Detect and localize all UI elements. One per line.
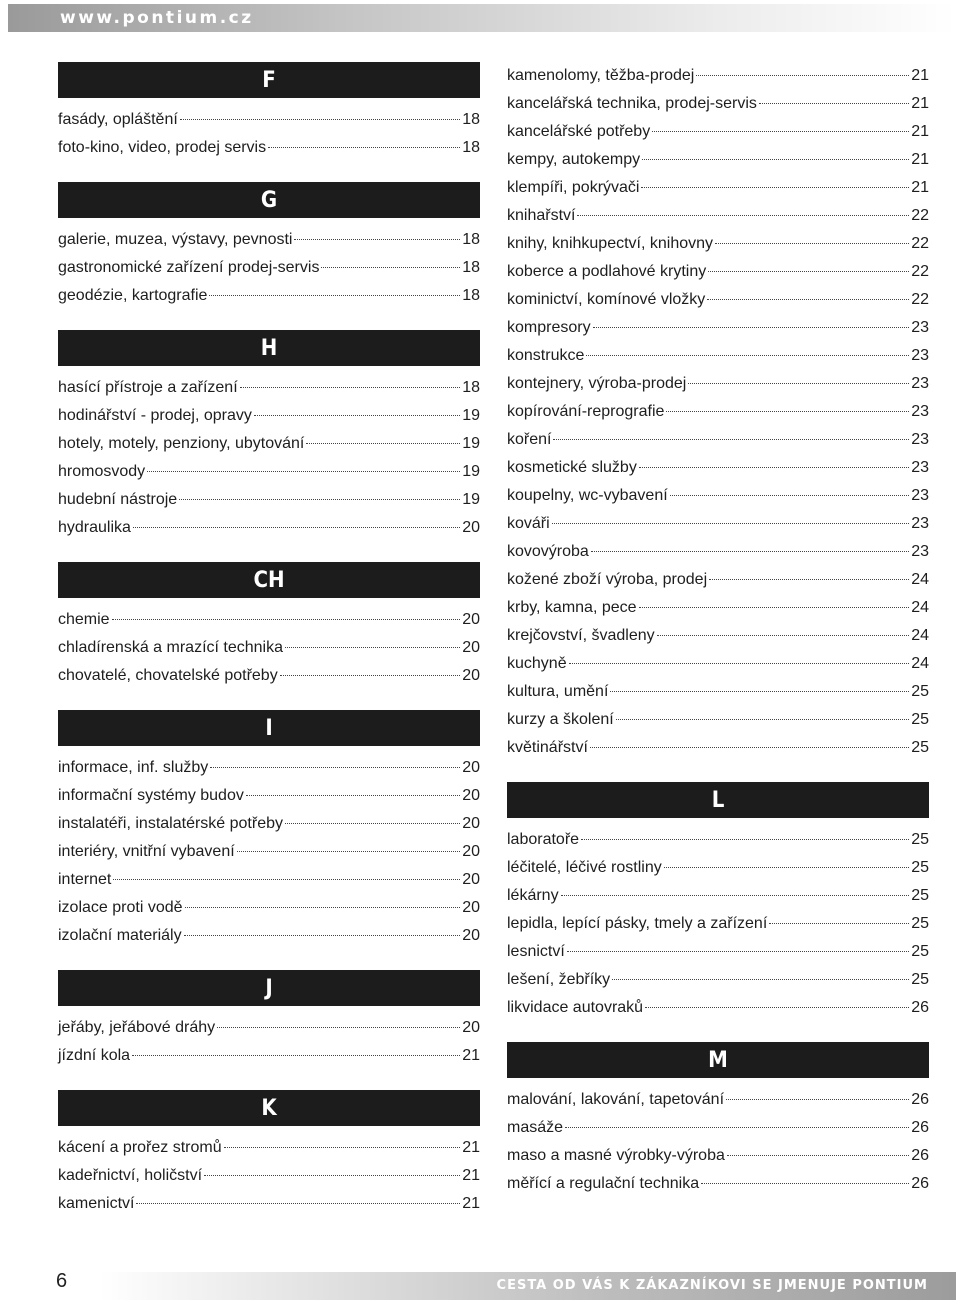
dot-leader bbox=[224, 1147, 461, 1148]
dot-leader bbox=[715, 243, 909, 244]
entry-page: 25 bbox=[911, 683, 929, 700]
entry-name: kožené zboží výroba, prodej bbox=[507, 571, 708, 588]
entry-name: kosmetické služby bbox=[507, 459, 637, 476]
index-column-left bbox=[58, 62, 480, 1218]
entry-page: 19 bbox=[462, 435, 480, 452]
entry-name: hotely, motely, penziony, ubytování bbox=[58, 435, 305, 452]
section-header: I bbox=[58, 710, 480, 746]
entry-page: 18 bbox=[462, 111, 480, 128]
section-gap bbox=[58, 690, 480, 710]
index-entry[interactable] bbox=[507, 938, 929, 966]
index-entry[interactable] bbox=[507, 966, 929, 994]
entry-name: lesnictví bbox=[507, 943, 565, 960]
entry-page: 25 bbox=[911, 859, 929, 876]
dot-leader bbox=[586, 355, 909, 356]
dot-leader bbox=[645, 1007, 909, 1008]
page-number: 6 bbox=[56, 1270, 68, 1292]
entry-page: 20 bbox=[462, 639, 480, 656]
index-entry[interactable] bbox=[507, 482, 929, 510]
index-entry[interactable] bbox=[507, 650, 929, 678]
index-entry[interactable] bbox=[507, 622, 929, 650]
index-entry[interactable] bbox=[58, 402, 480, 430]
dot-leader bbox=[569, 663, 910, 664]
entry-page: 25 bbox=[911, 943, 929, 960]
index-entry[interactable] bbox=[58, 486, 480, 514]
entry-name: kurzy a školení bbox=[507, 711, 614, 728]
index-entry[interactable] bbox=[58, 1162, 480, 1190]
entry-name: instalatéři, instalatérské potřeby bbox=[58, 815, 283, 832]
dot-leader bbox=[285, 647, 460, 648]
dot-leader bbox=[136, 1203, 460, 1204]
index-entry[interactable] bbox=[507, 1170, 929, 1198]
footer-slogan: CESTA OD VÁS K ZÁKAZNÍKOVI SE JMENUJE PONTIUM bbox=[496, 1278, 928, 1293]
entry-page: 21 bbox=[462, 1139, 480, 1156]
entry-name: galerie, muzea, výstavy, pevnosti bbox=[58, 231, 293, 248]
index-entry[interactable] bbox=[507, 62, 929, 90]
entry-page: 18 bbox=[462, 259, 480, 276]
dot-leader bbox=[268, 147, 460, 148]
index-entry[interactable] bbox=[507, 258, 929, 286]
entry-page: 20 bbox=[462, 899, 480, 916]
entry-name: koupelny, wc-vybavení bbox=[507, 487, 668, 504]
entry-page: 18 bbox=[462, 231, 480, 248]
dot-leader bbox=[769, 923, 909, 924]
index-entry[interactable] bbox=[58, 754, 480, 782]
entry-page: 26 bbox=[911, 999, 929, 1016]
index-entry[interactable] bbox=[58, 810, 480, 838]
entry-name: koberce a podlahové krytiny bbox=[507, 263, 707, 280]
entry-page: 18 bbox=[462, 287, 480, 304]
entry-page: 21 bbox=[462, 1047, 480, 1064]
entry-page: 21 bbox=[911, 67, 929, 84]
dot-leader bbox=[246, 795, 460, 796]
dot-leader bbox=[696, 75, 909, 76]
dot-leader bbox=[652, 131, 909, 132]
dot-leader bbox=[670, 495, 910, 496]
section-gap bbox=[58, 162, 480, 182]
index-entry[interactable] bbox=[507, 678, 929, 706]
index-entry[interactable] bbox=[507, 342, 929, 370]
index-entry[interactable] bbox=[58, 374, 480, 402]
index-entry[interactable] bbox=[507, 826, 929, 854]
entry-name: informační systémy budov bbox=[58, 787, 244, 804]
entry-name: jízdní kola bbox=[58, 1047, 131, 1064]
entry-name: masáže bbox=[507, 1119, 564, 1136]
entry-page: 26 bbox=[911, 1119, 929, 1136]
dot-leader bbox=[581, 839, 909, 840]
entry-name: kancelářské potřeby bbox=[507, 123, 651, 140]
entry-page: 22 bbox=[911, 207, 929, 224]
dot-leader bbox=[642, 159, 909, 160]
entry-page: 20 bbox=[462, 667, 480, 684]
entry-page: 24 bbox=[911, 655, 929, 672]
index-entry[interactable] bbox=[507, 1086, 929, 1114]
index-entry[interactable] bbox=[507, 174, 929, 202]
entry-page: 25 bbox=[911, 915, 929, 932]
dot-leader bbox=[639, 467, 909, 468]
section-gap bbox=[58, 542, 480, 562]
index-entry[interactable] bbox=[507, 286, 929, 314]
entry-name: kovovýroba bbox=[507, 543, 589, 560]
entry-page: 23 bbox=[911, 375, 929, 392]
index-entry[interactable] bbox=[58, 838, 480, 866]
entry-name: chemie bbox=[58, 611, 110, 628]
entry-name: léčitelé, léčivé rostliny bbox=[507, 859, 662, 876]
entry-page: 20 bbox=[462, 519, 480, 536]
index-entry[interactable] bbox=[58, 134, 480, 162]
entry-page: 24 bbox=[911, 627, 929, 644]
entry-page: 25 bbox=[911, 971, 929, 988]
dot-leader bbox=[688, 383, 909, 384]
dot-leader bbox=[726, 1099, 909, 1100]
entry-page: 21 bbox=[911, 179, 929, 196]
dot-leader bbox=[610, 691, 909, 692]
dot-leader bbox=[113, 879, 460, 880]
entry-name: kováři bbox=[507, 515, 550, 532]
entry-name: krby, kamna, pece bbox=[507, 599, 637, 616]
index-entry[interactable] bbox=[507, 1142, 929, 1170]
section-header: H bbox=[58, 330, 480, 366]
entry-page: 21 bbox=[462, 1167, 480, 1184]
entry-name: koření bbox=[507, 431, 552, 448]
entry-page: 25 bbox=[911, 831, 929, 848]
entry-page: 23 bbox=[911, 319, 929, 336]
index-entry[interactable] bbox=[58, 1134, 480, 1162]
index-entry[interactable] bbox=[58, 606, 480, 634]
dot-leader bbox=[759, 103, 909, 104]
entry-name: kamenictví bbox=[58, 1195, 135, 1212]
section-gap bbox=[507, 762, 929, 782]
dot-leader bbox=[217, 1027, 460, 1028]
entry-page: 20 bbox=[462, 611, 480, 628]
entry-name: likvidace autovraků bbox=[507, 999, 644, 1016]
entry-page: 20 bbox=[462, 843, 480, 860]
index-entry[interactable] bbox=[58, 894, 480, 922]
entry-name: krejčovství, švadleny bbox=[507, 627, 655, 644]
entry-name: kopírování-reprografie bbox=[507, 403, 665, 420]
index-entry[interactable] bbox=[507, 538, 929, 566]
entry-page: 23 bbox=[911, 403, 929, 420]
entry-page: 25 bbox=[911, 739, 929, 756]
dot-leader bbox=[294, 239, 460, 240]
index-entry[interactable] bbox=[507, 566, 929, 594]
dot-leader bbox=[590, 747, 909, 748]
index-entry[interactable] bbox=[507, 594, 929, 622]
section-header: L bbox=[507, 782, 929, 818]
dot-leader bbox=[567, 951, 909, 952]
dot-leader bbox=[321, 267, 460, 268]
section-gap bbox=[58, 310, 480, 330]
index-entry[interactable] bbox=[58, 866, 480, 894]
entry-name: kempy, autokempy bbox=[507, 151, 641, 168]
index-entry[interactable] bbox=[58, 662, 480, 690]
dot-leader bbox=[133, 527, 460, 528]
dot-leader bbox=[727, 1155, 909, 1156]
entry-page: 22 bbox=[911, 235, 929, 252]
entry-name: hydraulika bbox=[58, 519, 131, 536]
entry-name: hasící přístroje a zařízení bbox=[58, 379, 238, 396]
index-entry[interactable] bbox=[507, 910, 929, 938]
dot-leader bbox=[639, 607, 910, 608]
entry-page: 21 bbox=[462, 1195, 480, 1212]
entry-name: malování, lakování, tapetování bbox=[507, 1091, 725, 1108]
index-entry[interactable] bbox=[507, 994, 929, 1022]
dot-leader bbox=[707, 299, 909, 300]
entry-page: 24 bbox=[911, 571, 929, 588]
entry-page: 26 bbox=[911, 1175, 929, 1192]
dot-leader bbox=[204, 1175, 460, 1176]
section-header: K bbox=[58, 1090, 480, 1126]
entry-page: 20 bbox=[462, 927, 480, 944]
entry-name: interiéry, vnitřní vybavení bbox=[58, 843, 235, 860]
index-entry[interactable] bbox=[507, 90, 929, 118]
entry-name: izolace proti vodě bbox=[58, 899, 183, 916]
entry-name: kultura, umění bbox=[507, 683, 609, 700]
entry-page: 18 bbox=[462, 379, 480, 396]
dot-leader bbox=[132, 1055, 460, 1056]
index-entry[interactable] bbox=[507, 734, 929, 762]
entry-name: lékárny bbox=[507, 887, 559, 904]
dot-leader bbox=[210, 767, 460, 768]
entry-name: geodézie, kartografie bbox=[58, 287, 208, 304]
entry-page: 22 bbox=[911, 263, 929, 280]
dot-leader bbox=[184, 935, 461, 936]
dot-leader bbox=[561, 895, 910, 896]
section-header: J bbox=[58, 970, 480, 1006]
entry-page: 23 bbox=[911, 431, 929, 448]
dot-leader bbox=[565, 1127, 909, 1128]
dot-leader bbox=[147, 471, 460, 472]
section-header: M bbox=[507, 1042, 929, 1078]
entry-name: internet bbox=[58, 871, 112, 888]
index-column-right bbox=[507, 62, 929, 1198]
entry-page: 21 bbox=[911, 95, 929, 112]
entry-page: 23 bbox=[911, 347, 929, 364]
entry-name: informace, inf. služby bbox=[58, 759, 209, 776]
index-entry[interactable] bbox=[58, 1190, 480, 1218]
entry-name: hudební nástroje bbox=[58, 491, 178, 508]
section-gap bbox=[58, 950, 480, 970]
index-entry[interactable] bbox=[507, 706, 929, 734]
section-header: F bbox=[58, 62, 480, 98]
entry-name: kácení a prořez stromů bbox=[58, 1139, 222, 1156]
index-entry[interactable] bbox=[507, 398, 929, 426]
entry-name: gastronomické zařízení prodej-servis bbox=[58, 259, 320, 276]
dot-leader bbox=[553, 439, 909, 440]
entry-page: 20 bbox=[462, 1019, 480, 1036]
index-entry[interactable] bbox=[507, 314, 929, 342]
entry-name: kuchyně bbox=[507, 655, 567, 672]
entry-page: 20 bbox=[462, 787, 480, 804]
entry-page: 19 bbox=[462, 407, 480, 424]
entry-page: 19 bbox=[462, 491, 480, 508]
entry-page: 21 bbox=[911, 123, 929, 140]
entry-page: 19 bbox=[462, 463, 480, 480]
entry-name: maso a masné výrobky-výroba bbox=[507, 1147, 725, 1164]
dot-leader bbox=[664, 867, 909, 868]
entry-page: 20 bbox=[462, 871, 480, 888]
entry-page: 26 bbox=[911, 1091, 929, 1108]
section-gap bbox=[507, 1022, 929, 1042]
entry-page: 20 bbox=[462, 759, 480, 776]
index-entry[interactable] bbox=[507, 510, 929, 538]
index-entry[interactable] bbox=[507, 146, 929, 174]
index-entry[interactable] bbox=[58, 282, 480, 310]
dot-leader bbox=[237, 851, 461, 852]
entry-name: kadeřnictví, holičství bbox=[58, 1167, 203, 1184]
entry-name: hodinářství - prodej, opravy bbox=[58, 407, 252, 424]
dot-leader bbox=[709, 579, 909, 580]
index-entry[interactable] bbox=[58, 254, 480, 282]
entry-page: 25 bbox=[911, 887, 929, 904]
entry-name: chovatelé, chovatelské potřeby bbox=[58, 667, 278, 684]
entry-name: chladírenská a mrazící technika bbox=[58, 639, 283, 656]
dot-leader bbox=[179, 499, 460, 500]
bottom-banner bbox=[100, 1272, 956, 1300]
dot-leader bbox=[612, 979, 909, 980]
entry-name: kamenolomy, těžba-prodej bbox=[507, 67, 695, 84]
dot-leader bbox=[701, 1183, 909, 1184]
index-entry[interactable] bbox=[58, 922, 480, 950]
entry-page: 24 bbox=[911, 599, 929, 616]
dot-leader bbox=[593, 327, 910, 328]
dot-leader bbox=[285, 823, 460, 824]
index-entry[interactable] bbox=[58, 106, 480, 134]
dot-leader bbox=[657, 635, 910, 636]
entry-name: fasády, opláštění bbox=[58, 111, 178, 128]
dot-leader bbox=[112, 619, 461, 620]
entry-name: knihařství bbox=[507, 207, 576, 224]
index-entry[interactable] bbox=[507, 426, 929, 454]
index-entry[interactable] bbox=[58, 458, 480, 486]
entry-page: 23 bbox=[911, 487, 929, 504]
section-header: CH bbox=[58, 562, 480, 598]
entry-name: laboratoře bbox=[507, 831, 580, 848]
entry-name: kancelářská technika, prodej-servis bbox=[507, 95, 757, 112]
dot-leader bbox=[552, 523, 910, 524]
entry-name: konstrukce bbox=[507, 347, 585, 364]
index-entry[interactable] bbox=[507, 854, 929, 882]
entry-page: 23 bbox=[911, 543, 929, 560]
dot-leader bbox=[708, 271, 909, 272]
entry-name: foto-kino, video, prodej servis bbox=[58, 139, 267, 156]
entry-page: 25 bbox=[911, 711, 929, 728]
entry-page: 23 bbox=[911, 515, 929, 532]
entry-name: lešení, žebříky bbox=[507, 971, 611, 988]
entry-name: hromosvody bbox=[58, 463, 146, 480]
entry-name: lepidla, lepící pásky, tmely a zařízení bbox=[507, 915, 768, 932]
dot-leader bbox=[209, 295, 460, 296]
dot-leader bbox=[591, 551, 909, 552]
dot-leader bbox=[180, 119, 460, 120]
entry-name: izolační materiály bbox=[58, 927, 182, 944]
dot-leader bbox=[666, 411, 909, 412]
index-entry[interactable] bbox=[58, 226, 480, 254]
index-entry[interactable] bbox=[507, 370, 929, 398]
entry-name: jeřáby, jeřábové dráhy bbox=[58, 1019, 216, 1036]
index-entry[interactable] bbox=[58, 430, 480, 458]
index-entry[interactable] bbox=[58, 782, 480, 810]
entry-name: knihy, knihkupectví, knihovny bbox=[507, 235, 714, 252]
dot-leader bbox=[616, 719, 909, 720]
dot-leader bbox=[240, 387, 461, 388]
entry-page: 26 bbox=[911, 1147, 929, 1164]
dot-leader bbox=[280, 675, 461, 676]
top-banner bbox=[8, 4, 956, 32]
index-entry[interactable] bbox=[58, 634, 480, 662]
entry-page: 18 bbox=[462, 139, 480, 156]
dot-leader bbox=[185, 907, 461, 908]
index-entry[interactable] bbox=[507, 230, 929, 258]
entry-page: 22 bbox=[911, 291, 929, 308]
entry-name: kompresory bbox=[507, 319, 591, 336]
entry-name: klempíři, pokrývači bbox=[507, 179, 640, 196]
index-entry[interactable] bbox=[507, 202, 929, 230]
dot-leader bbox=[641, 187, 909, 188]
entry-name: kontejnery, výroba-prodej bbox=[507, 375, 687, 392]
index-entry[interactable] bbox=[58, 1014, 480, 1042]
section-gap bbox=[58, 1070, 480, 1090]
entry-page: 20 bbox=[462, 815, 480, 832]
section-header: G bbox=[58, 182, 480, 218]
dot-leader bbox=[577, 215, 909, 216]
entry-name: měřící a regulační technika bbox=[507, 1175, 700, 1192]
entry-page: 23 bbox=[911, 459, 929, 476]
index-entry[interactable] bbox=[58, 1042, 480, 1070]
index-entry[interactable] bbox=[507, 118, 929, 146]
entry-name: kominictví, komínové vložky bbox=[507, 291, 706, 308]
index-entry[interactable] bbox=[507, 1114, 929, 1142]
entry-page: 21 bbox=[911, 151, 929, 168]
index-entry[interactable] bbox=[507, 882, 929, 910]
index-entry[interactable] bbox=[507, 454, 929, 482]
entry-name: květinářství bbox=[507, 739, 588, 756]
site-url[interactable]: www.pontium.cz bbox=[60, 8, 254, 28]
dot-leader bbox=[306, 443, 460, 444]
index-entry[interactable] bbox=[58, 514, 480, 542]
dot-leader bbox=[254, 415, 460, 416]
